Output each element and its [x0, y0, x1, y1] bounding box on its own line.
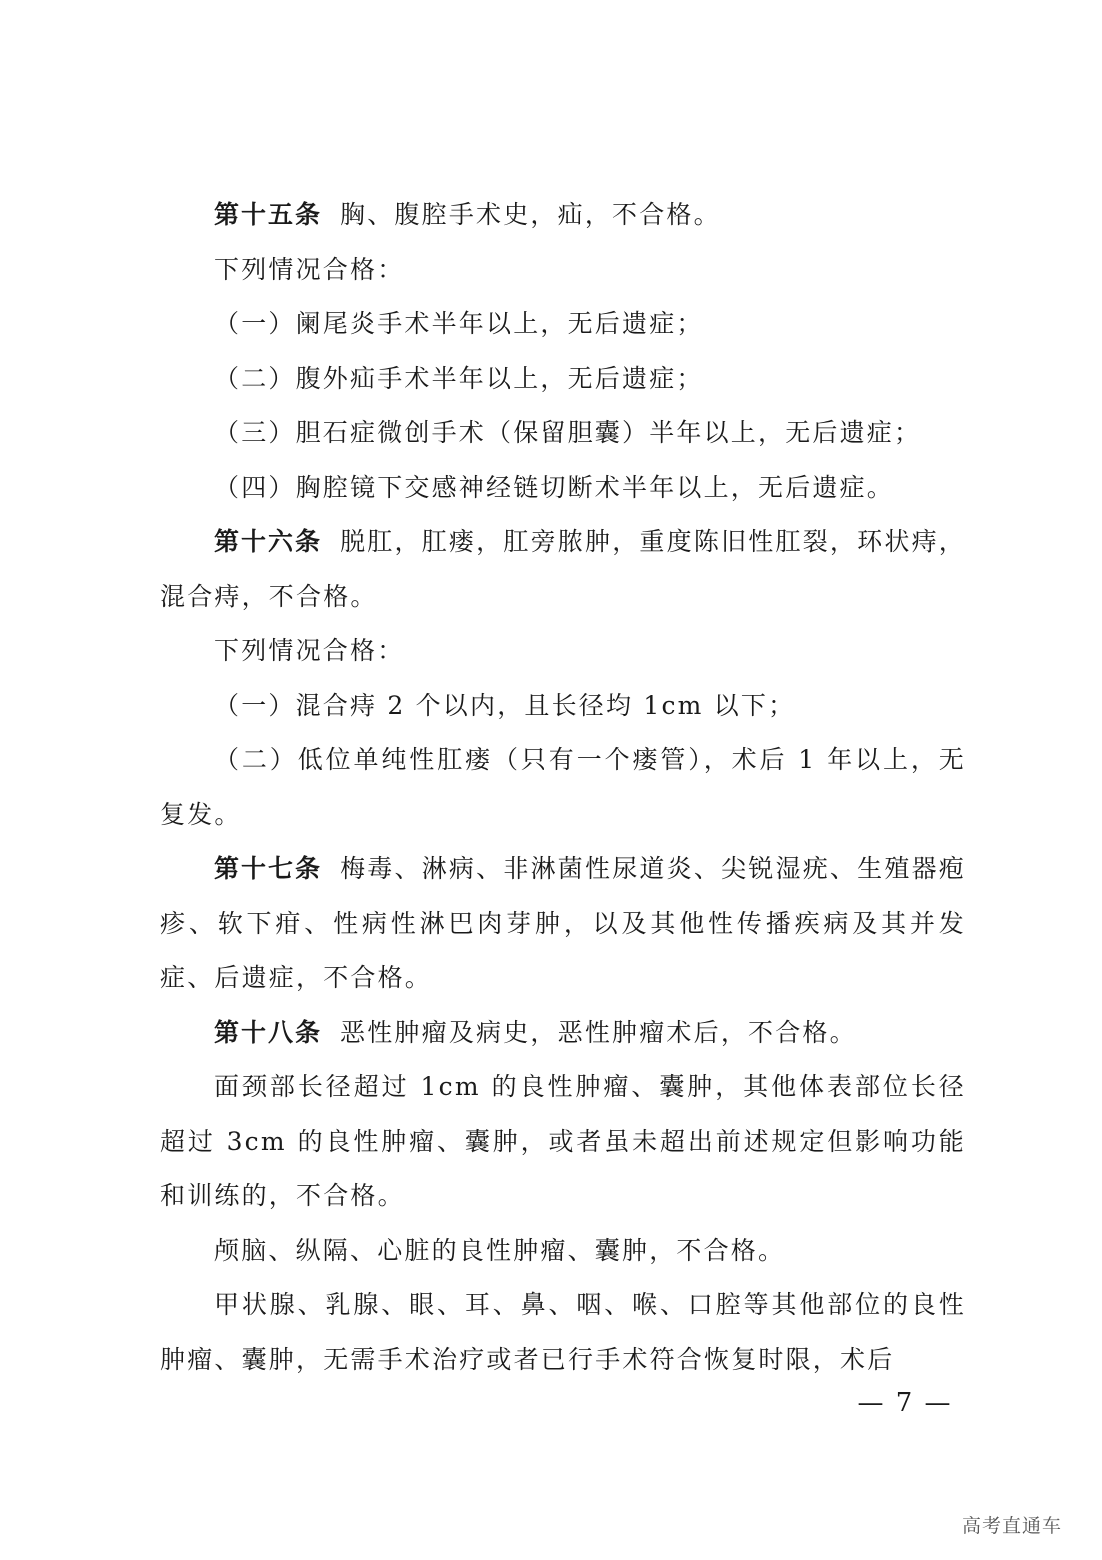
paragraph-text: 梅毒、淋病、非淋菌性尿道炎、尖锐湿疣、生殖器疱疹、软下疳、性病性淋巴肉芽肿，以及其他性传播疾病及其并发症、后遗症，不合格。 [160, 854, 966, 992]
article-heading: 第十六条 [214, 527, 323, 556]
paragraph-text: （二）低位单纯性肛瘘（只有一个瘘管），术后 1 年以上，无复发。 [160, 745, 966, 829]
paragraph-text: （二）腹外疝手术半年以上，无后遗症； [214, 363, 704, 393]
paragraph [160, 679, 966, 734]
paragraph-text: （三）胆石症微创手术（保留胆囊）半年以上，无后遗症； [214, 418, 922, 447]
paragraph-art16 [160, 515, 966, 624]
page-number: — 7 — [857, 1388, 953, 1418]
paragraph-text: 胸、腹腔手术史，疝，不合格。 [340, 200, 721, 229]
paragraph-art15 [160, 188, 966, 243]
paragraph-text: （一）混合痔 2 个以内，且长径均 1cm 以下； [214, 690, 796, 720]
paragraph [160, 1278, 966, 1387]
document-body [160, 188, 966, 1387]
paragraph-text: 恶性肿瘤及病史，恶性肿瘤术后，不合格。 [340, 1017, 857, 1047]
paragraph-text: （一）阑尾炎手术半年以上，无后遗症； [214, 309, 704, 338]
paragraph [160, 461, 966, 516]
article-heading: 第十七条 [214, 854, 323, 883]
watermark: 高考直通车 [962, 1515, 1063, 1537]
paragraph-text: 脱肛，肛瘘，肛旁脓肿，重度陈旧性肛裂，环状痔，混合痔，不合格。 [160, 527, 966, 611]
paragraph [160, 352, 966, 407]
paragraph [160, 297, 966, 352]
paragraph-text: （四）胸腔镜下交感神经链切断术半年以上，无后遗症。 [214, 472, 895, 502]
article-heading: 第十八条 [214, 1017, 323, 1047]
article-heading: 第十五条 [214, 200, 323, 229]
paragraph-text: 颅脑、纵隔、心脏的良性肿瘤、囊肿，不合格。 [214, 1235, 786, 1265]
paragraph-text: 下列情况合格： [214, 254, 405, 284]
paragraph-art18 [160, 1006, 966, 1061]
paragraph [160, 406, 966, 461]
paragraph-text: 甲状腺、乳腺、眼、耳、鼻、咽、喉、口腔等其他部位的良性肿瘤、囊肿，无需手术治疗或者已行手术符合恢复时限，术后 [160, 1290, 966, 1374]
paragraph [160, 1060, 966, 1224]
paragraph-text: 面颈部长径超过 1cm 的良性肿瘤、囊肿，其他体表部位长径超过 3cm 的良性肿瘤、囊肿，或者虽未超出前述规定但影响功能和训练的，不合格。 [160, 1072, 966, 1210]
paragraph-art17 [160, 842, 966, 1006]
paragraph [160, 624, 966, 679]
paragraph [160, 243, 966, 298]
paragraph [160, 733, 966, 842]
paragraph [160, 1224, 966, 1279]
paragraph-text: 下列情况合格： [214, 636, 405, 665]
